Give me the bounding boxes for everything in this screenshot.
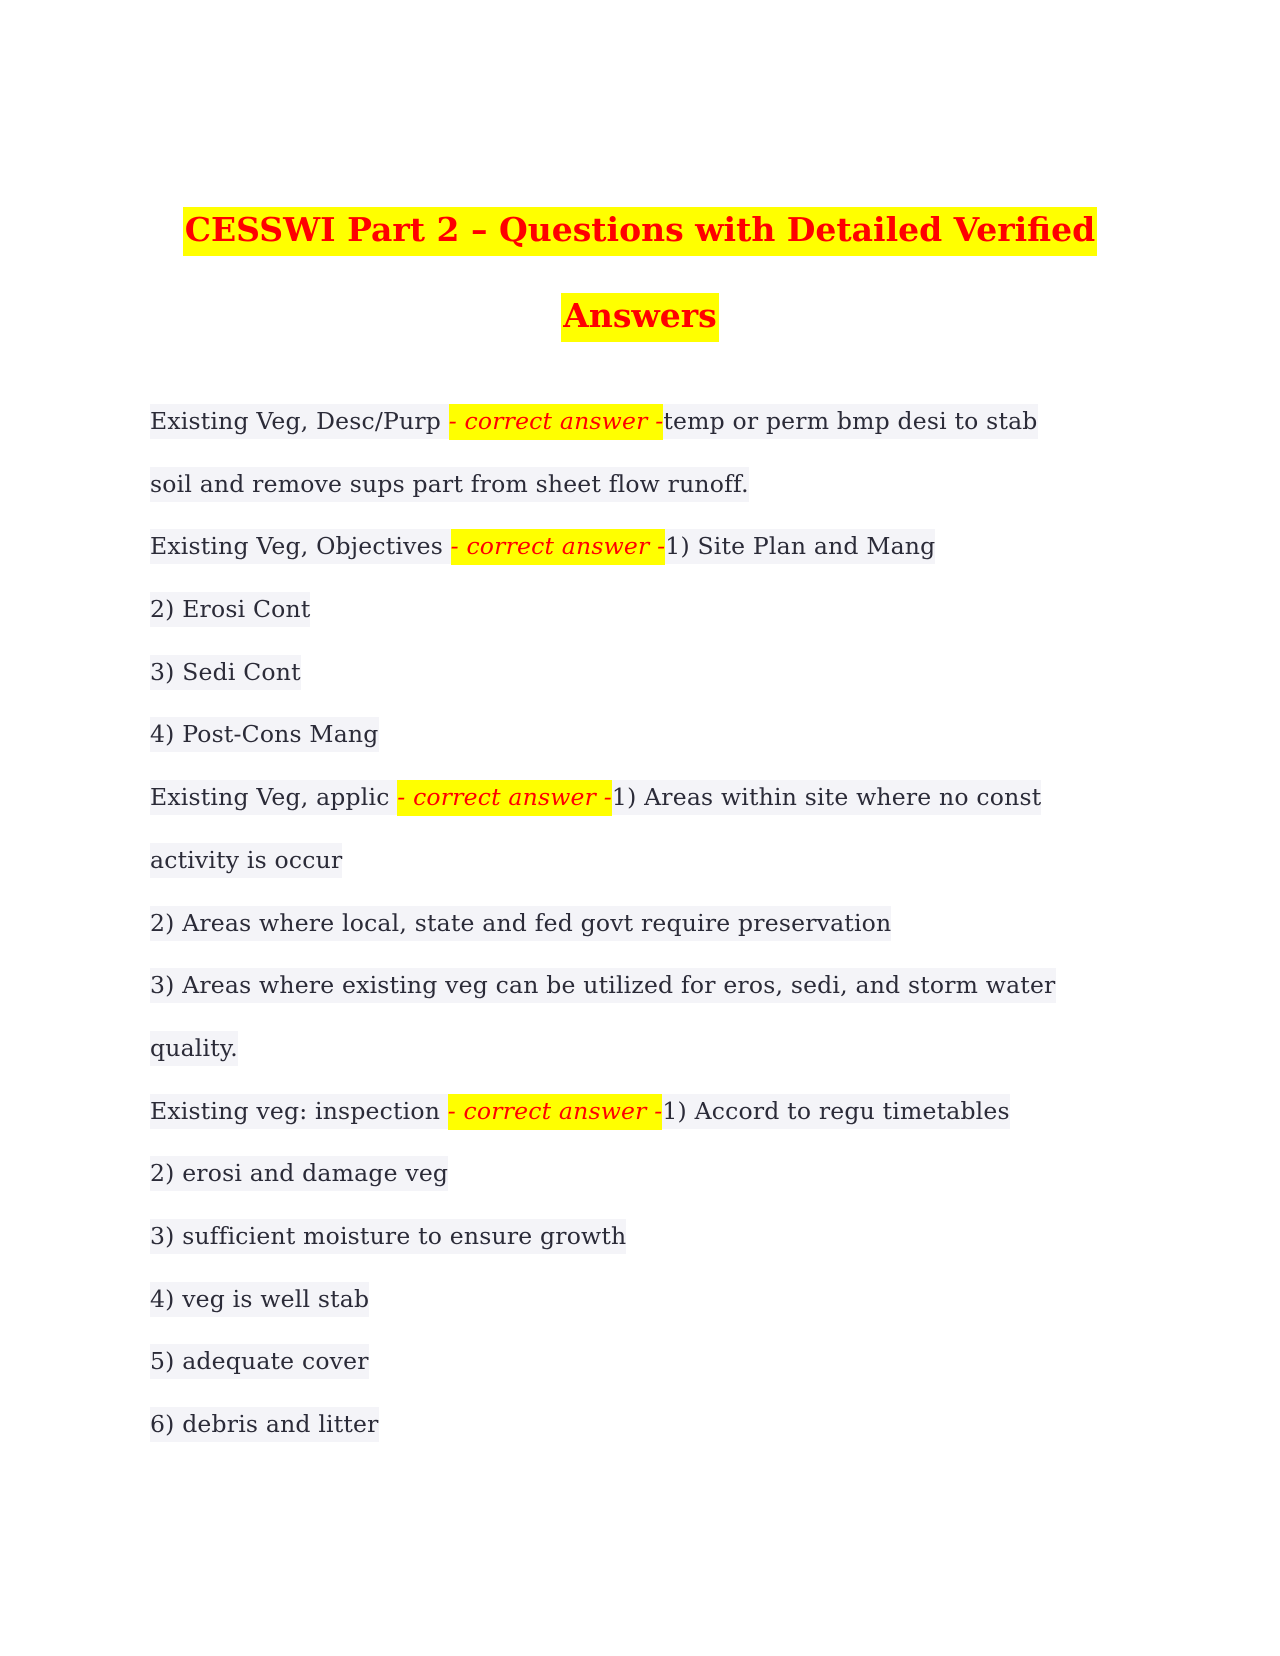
answer-text: soil and remove sups part from sheet flow runoff. (150, 467, 749, 502)
answer-text: 1) Site Plan and Mang (665, 529, 935, 564)
document-title-line-1: CESSWI Part 2 – Questions with Detailed Verified (183, 207, 1097, 256)
answer-continuation-line (150, 1221, 1130, 1284)
answer-text: 1) Accord to regu timetables (662, 1094, 1009, 1129)
qa-entry-question-line (150, 406, 1130, 469)
answer-text: activity is occur (150, 843, 342, 878)
qa-entry-question-line (150, 782, 1130, 845)
answer-text: 2) Areas where local, state and fed govt require preservation (150, 906, 891, 941)
answer-continuation-line (150, 657, 1130, 720)
document-title-continued (0, 296, 1280, 335)
correct-answer-marker: - correct answer - (397, 780, 612, 816)
correct-answer-marker: - correct answer - (448, 1094, 663, 1130)
answer-text: temp or perm bmp desi to stab (663, 404, 1037, 439)
answer-text: 3) Sedi Cont (150, 655, 301, 690)
question-text: Existing Veg, Objectives (150, 529, 451, 564)
answer-continuation-line (150, 1033, 1130, 1096)
answer-text: 4) veg is well stab (150, 1282, 369, 1317)
question-text: Existing Veg, applic (150, 780, 397, 815)
answer-continuation-line (150, 719, 1130, 782)
answer-continuation-line (150, 970, 1130, 1033)
document-title-line-2: Answers (561, 293, 719, 342)
answer-text: 5) adequate cover (150, 1344, 369, 1379)
correct-answer-marker: - correct answer - (449, 404, 664, 440)
answer-continuation-line (150, 1409, 1130, 1472)
answer-text: 3) Areas where existing veg can be utilized for eros, sedi, and storm water (150, 968, 1056, 1003)
question-text: Existing Veg, Desc/Purp (150, 404, 449, 439)
correct-answer-marker: - correct answer - (451, 529, 666, 565)
answer-text: 6) debris and litter (150, 1407, 379, 1442)
answer-text: 2) Erosi Cont (150, 592, 310, 627)
answer-continuation-line (150, 1346, 1130, 1409)
answer-text: 3) sufficient moisture to ensure growth (150, 1219, 626, 1254)
question-text: Existing veg: inspection (150, 1094, 448, 1129)
answer-continuation-line (150, 908, 1130, 971)
answer-continuation-line (150, 845, 1130, 908)
answer-text: 4) Post-Cons Mang (150, 717, 379, 752)
answer-continuation-line (150, 594, 1130, 657)
qa-entry-question-line (150, 1096, 1130, 1159)
document-title (0, 210, 1280, 249)
qa-entry-question-line (150, 531, 1130, 594)
answer-continuation-line (150, 1158, 1130, 1221)
qa-list (150, 406, 1130, 1472)
answer-continuation-line (150, 1284, 1130, 1347)
answer-text: 1) Areas within site where no const (612, 780, 1041, 815)
answer-continuation-line (150, 469, 1130, 532)
answer-text: quality. (150, 1031, 238, 1066)
answer-text: 2) erosi and damage veg (150, 1156, 448, 1191)
